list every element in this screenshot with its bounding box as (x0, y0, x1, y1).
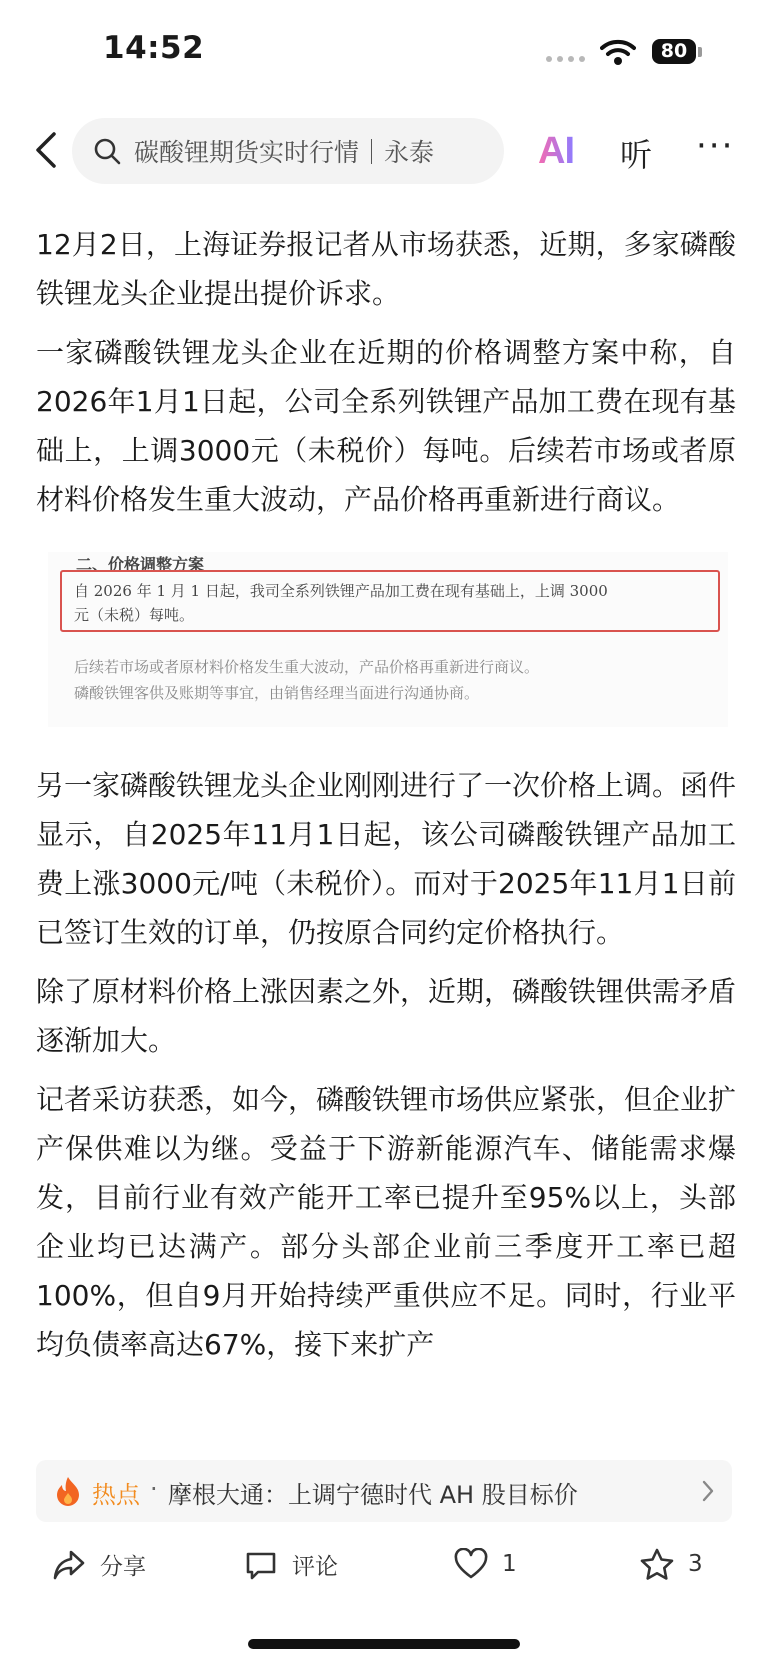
excerpt-line: 磷酸铁锂客供及账期等事宜，由销售经理当面进行沟通协商。 (74, 684, 480, 702)
battery-icon: 80 (652, 39, 696, 64)
back-arrow-icon[interactable] (28, 128, 68, 172)
article-body (36, 220, 736, 1379)
document-excerpt-image[interactable] (48, 552, 728, 727)
hot-tag-label: 热点 (92, 1481, 140, 1509)
article-paragraph: 一家磷酸铁锂龙头企业在近期的价格调整方案中称，自2026年1月1日起，公司全系列铁锂产品加工费在现有基础上，上调3000元（未税价）每吨。后续若市场或者原材料价格发生重大波动，产品价格再重新进行商议。 (36, 336, 736, 516)
excerpt-line: 自 2026 年 1 月 1 日起，我司全系列铁锂产品加工费在现有基础上，上调 3000 (74, 582, 608, 600)
article-paragraph: 除了原材料价格上涨因素之外，近期，磷酸铁锂供需矛盾逐渐加大。 (36, 975, 737, 1057)
search-icon (92, 136, 122, 166)
star-icon (640, 1548, 674, 1580)
share-button[interactable] (52, 1548, 146, 1581)
battery-tip (698, 47, 702, 57)
ai-assistant-button[interactable]: AI (538, 130, 574, 172)
listen-button[interactable]: 听 (620, 136, 653, 174)
search-query-text: 碳酸锂期货实时行情｜永泰 (134, 138, 435, 167)
star-count: 3 (688, 1551, 703, 1577)
share-icon (52, 1549, 86, 1581)
more-options-icon[interactable]: ··· (696, 126, 735, 166)
hot-topic-text: 摩根大通：上调宁德时代 AH 股目标价 (168, 1481, 578, 1509)
favorite-button[interactable] (640, 1548, 703, 1580)
heart-icon (454, 1548, 488, 1580)
like-count: 1 (502, 1551, 517, 1577)
article-paragraph: 记者采访获悉，如今，磷酸铁锂市场供应紧张，但企业扩产保供难以为继。受益于下游新能源汽车、储能需求爆发，目前行业有效产能开工率已提升至95%以上，头部企业均已达满产。部分头部企业前三季度开工率已超100%，但自9月开始持续严重供应不足。同时，行业平均负债率高达67%，接下来扩产 (36, 1083, 737, 1361)
bottom-action-bar (0, 1540, 768, 1610)
flame-icon (54, 1476, 82, 1506)
nav-bar (0, 110, 768, 194)
home-indicator[interactable] (248, 1639, 520, 1649)
hot-separator: · (150, 1475, 158, 1503)
comment-icon (244, 1549, 278, 1581)
comment-button[interactable] (244, 1548, 338, 1581)
excerpt-line: 后续若市场或者原材料价格发生重大波动，产品价格再重新进行商议。 (74, 658, 540, 676)
wifi-icon (600, 38, 636, 66)
search-bar[interactable] (72, 118, 504, 184)
share-label: 分享 (100, 1554, 146, 1580)
comment-label: 评论 (292, 1554, 338, 1580)
article-paragraph: 另一家磷酸铁锂龙头企业刚刚进行了一次价格上调。函件显示，自2025年11月1日起，该公司磷酸铁锂产品加工费上涨3000元/吨（未税价）。而对于2025年11月1日前已签订生效的订单，仍按原合同约定价格执行。 (36, 769, 737, 949)
cellular-signal-icon (546, 56, 585, 62)
like-button[interactable] (454, 1548, 517, 1580)
status-time: 14:52 (103, 30, 205, 66)
article-paragraph: 12月2日，上海证券报记者从市场获悉，近期，多家磷酸铁锂龙头企业提出提价诉求。 (36, 228, 736, 310)
excerpt-line: 元（未税）每吨。 (74, 606, 195, 624)
excerpt-heading: 二、价格调整方案 (76, 555, 205, 574)
status-bar (0, 0, 768, 100)
hot-topic-banner[interactable] (36, 1460, 732, 1522)
chevron-right-icon (700, 1478, 716, 1504)
